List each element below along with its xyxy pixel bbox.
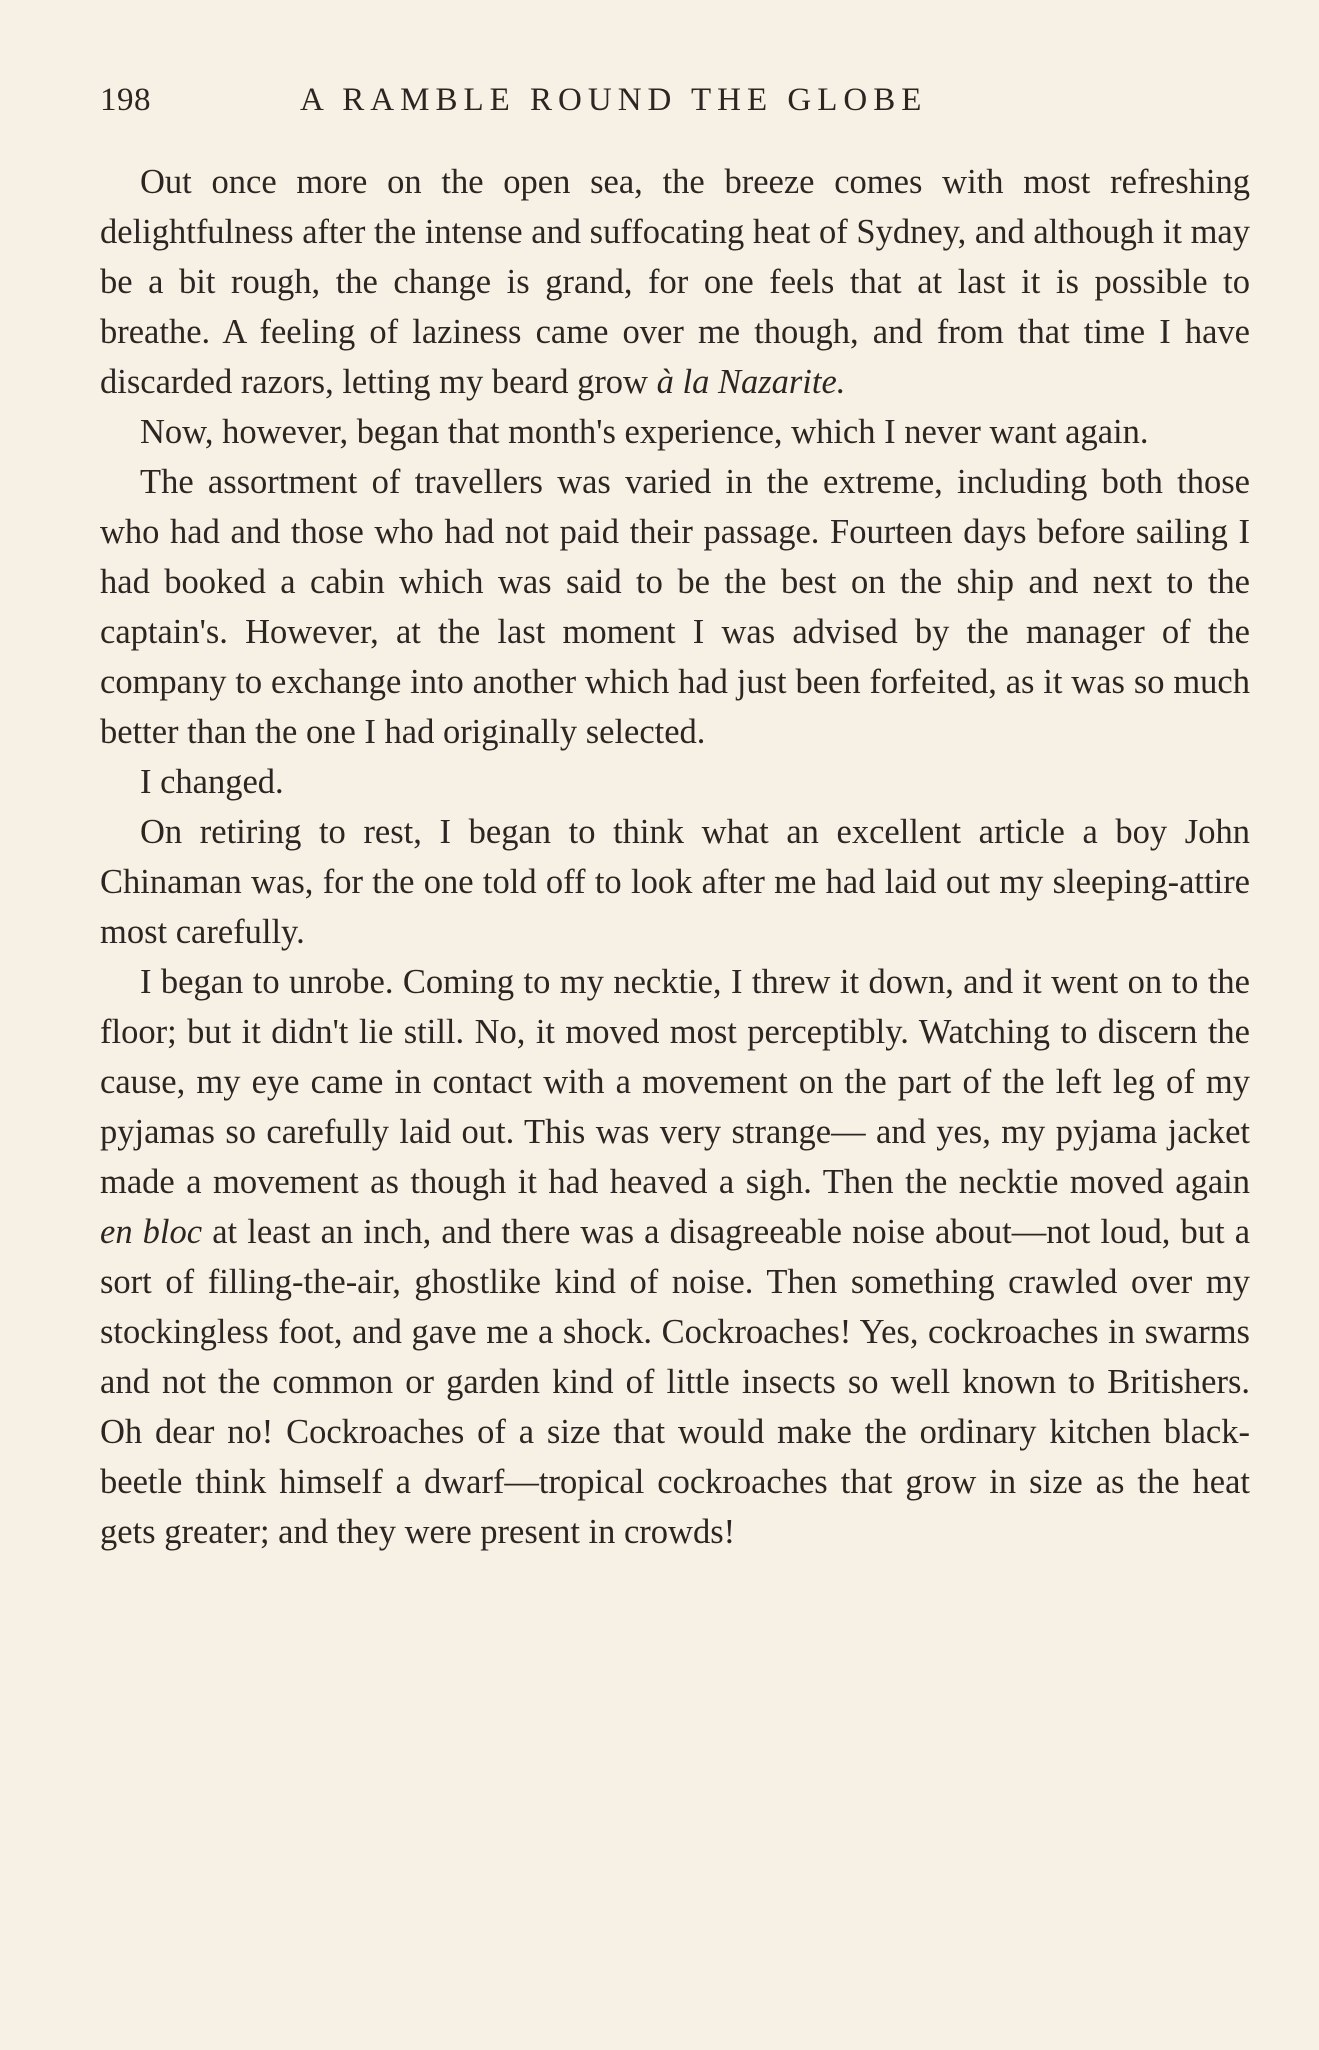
- page-number: 198: [100, 82, 151, 118]
- paragraph-text: On retiring to rest, I began to think what an excellent article a boy John Chinaman was, for the one told off to look after me had laid out my sleeping-attire most carefully.: [100, 813, 1250, 951]
- paragraph-text: I began to unrobe. Coming to my necktie, I threw it down, and it went on to the floor; but it didn't lie still. No, it moved most perceptibly. Watching to discern the cause, my eye came in contact with a movement on the part of the left leg of my pyjamas so carefully laid out. This was very strange— and yes, my pyjama jacket made a movement as though it had heaved a sigh. Then the necktie moved again: [100, 963, 1250, 1201]
- paragraph-text: Out once more on the open sea, the breeze comes with most refreshing delightfulness after the intense and suffocating heat of Sydney, and although it may be a bit rough, the change is grand, for one feels that at last it is possible to breathe. A feeling of laziness came over me though, and from that time I have discarded razors, letting my beard grow: [100, 163, 1250, 401]
- paragraph-text-continued: at least an inch, and there was a disagreeable noise about—not loud, but a sort of filling-the-air, ghostlike kind of noise. Then something crawled over my stockingless foot, and gave me a shock. Cockroaches! Yes, cockroaches in swarms and not the common or garden kind of little insects so well known to Britishers. Oh dear no! Cockroaches of a size that would make the ordinary kitchen black-beetle think himself a dwarf—tropical cockroaches that grow in size as the heat gets greater; and they were present in crowds!: [100, 1213, 1251, 1551]
- paragraph: [100, 157, 1250, 407]
- paragraph: [100, 457, 1250, 757]
- paragraph-text: I changed.: [140, 763, 284, 801]
- running-head: [100, 82, 1250, 132]
- paragraph-italic-text: à la Nazarite.: [656, 363, 846, 401]
- paragraph: [100, 757, 1250, 807]
- running-title: A RAMBLE ROUND THE GLOBE: [300, 82, 928, 118]
- paragraph-text: The assortment of travellers was varied in the extreme, including both those who had and those who had not paid their passage. Fourteen days before sailing I had booked a cabin which was said to be the best on the ship and next to the captain's. However, at the last moment I was advised by the manager of the company to exchange into another which had just been forfeited, as it was so much better than the one I had originally selected.: [100, 463, 1250, 751]
- paragraph: [100, 957, 1250, 1557]
- paragraph-text: Now, however, began that month's experience, which I never want again.: [140, 413, 1149, 451]
- paragraph: [100, 407, 1250, 457]
- paragraph-italic-text: en bloc: [100, 1213, 203, 1251]
- paragraph: [100, 807, 1250, 957]
- body-text: [100, 157, 1250, 1557]
